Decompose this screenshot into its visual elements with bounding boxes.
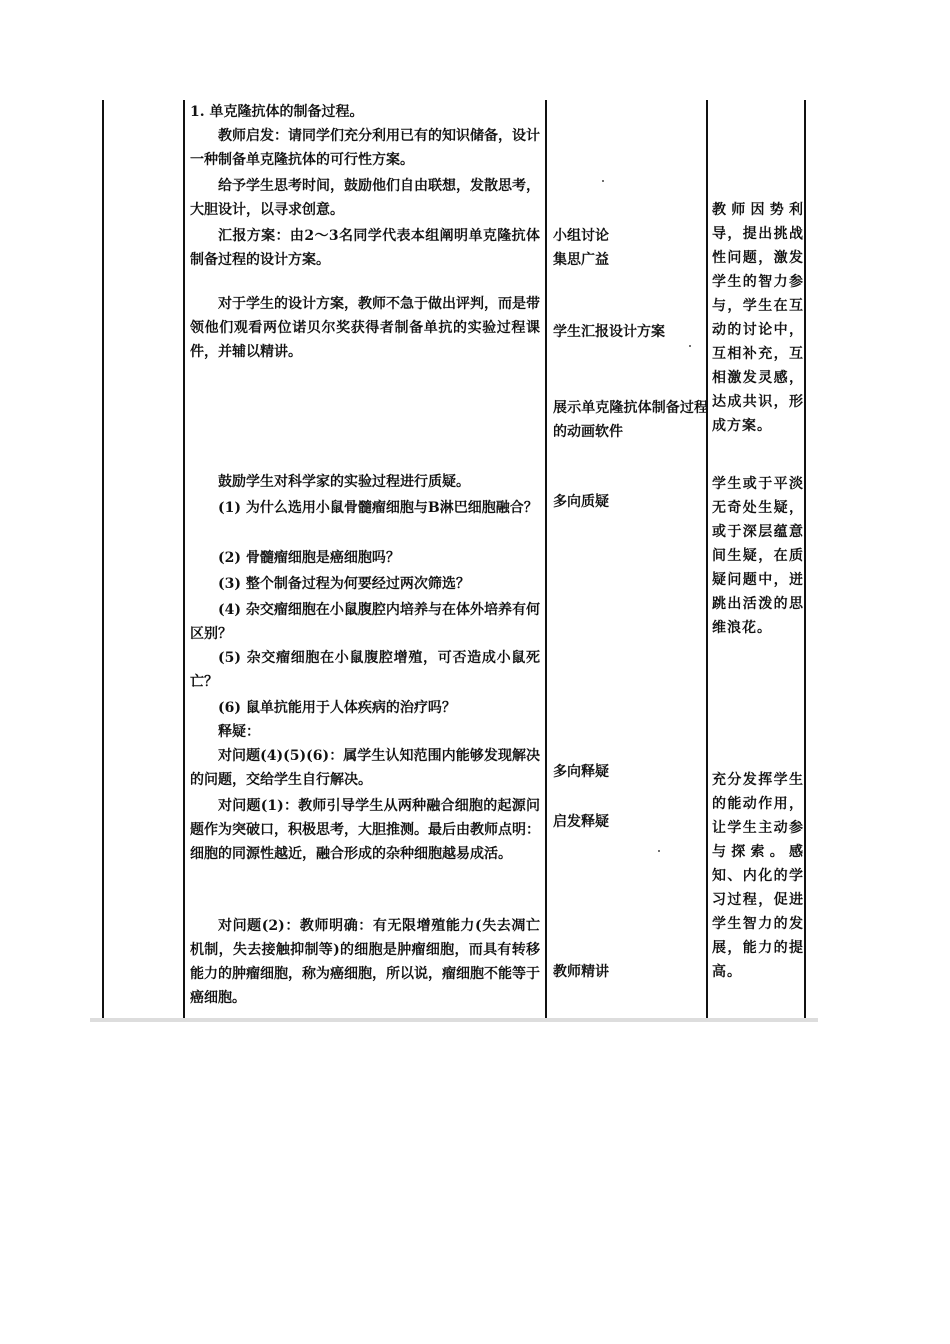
border-right — [804, 100, 806, 1022]
activity-teacher-explain: 教师精讲 — [553, 964, 609, 980]
scan-speck — [689, 345, 691, 347]
question-3: (3) 整个制备过程为何要经过两次筛选？ — [218, 576, 470, 592]
border-left-outer — [102, 100, 104, 1022]
intent-1: 教师因势利导，提出挑战性问题，激发学生的智力参与，学生在互动的讨论中，互相补充，互相激发灵感，达成共识，形成方案。 — [712, 202, 804, 434]
activity-animation: 展示单克隆抗体制备过程的动画软件 — [553, 400, 708, 440]
question-6: (6) 鼠单抗能用于人体疾病的治疗吗？ — [218, 700, 456, 716]
answer-1: 对问题(1)：教师引导学生从两种融合细胞的起源问题作为突破口，积极思考，大胆推测。最后由教师点明：细胞的同源性越近，融合形成的杂种细胞越易成活。 — [190, 798, 540, 862]
activity-heuristic-answer: 启发释疑 — [553, 814, 609, 830]
question-5: (5) 杂交瘤细胞在小鼠腹腔增殖，可否造成小鼠死亡？ — [190, 650, 540, 690]
intent-3: 充分发挥学生的能动作用，让学生主动参与探索。感知、内化的学习过程，促进学生智力的发展，能力的提高。 — [712, 772, 804, 980]
teacher-prompt: 教师启发：请同学们充分利用已有的知识储备，设计一种制备单克隆抗体的可行性方案。 — [190, 128, 540, 168]
activity-multi-answer: 多向释疑 — [553, 764, 609, 780]
intent-2: 学生或于平淡无奇处生疑，或于深层蕴意间生疑，在质疑问题中，迸跳出活泼的思维浪花。 — [712, 476, 804, 636]
scan-speck — [602, 180, 604, 182]
border-left-inner — [183, 100, 185, 1022]
answer-456: 对问题(4)(5)(6)：属学生认知范围内能够发现解决的问题，交给学生自行解决。 — [190, 748, 540, 788]
question-2: (2) 骨髓瘤细胞是癌细胞吗？ — [218, 550, 400, 566]
activity-multi-question: 多向质疑 — [553, 494, 609, 510]
encourage-questioning: 鼓励学生对科学家的实验过程进行质疑。 — [218, 474, 470, 490]
teacher-guidance: 对于学生的设计方案，教师不急于做出评判，而是带领他们观看两位诺贝尔奖获得者制备单抗的实验过程课件，并辅以精讲。 — [190, 296, 540, 360]
activity-brainstorm: 集思广益 — [553, 252, 609, 268]
report-plan: 汇报方案：由2～3名同学代表本组阐明单克隆抗体制备过程的设计方案。 — [190, 228, 540, 268]
question-1: (1) 为什么选用小鼠骨髓瘤细胞与B淋巴细胞融合？ — [218, 500, 538, 516]
answer-2: 对问题(2)：教师明确：有无限增殖能力(失去凋亡机制，失去接触抑制等)的细胞是肿瘤细胞，而具有转移能力的肿瘤细胞，称为癌细胞，所以说，瘤细胞不能等于癌细胞。 — [190, 918, 540, 1006]
answer-heading: 释疑： — [218, 724, 260, 740]
activity-group-discussion: 小组讨论 — [553, 228, 609, 244]
bottom-edge — [90, 1018, 818, 1022]
section-title: 1. 单克隆抗体的制备过程。 — [190, 104, 364, 120]
scan-speck — [658, 850, 660, 852]
question-4: (4) 杂交瘤细胞在小鼠腹腔内培养与在体外培养有何区别？ — [190, 602, 540, 642]
activity-student-report: 学生汇报设计方案 — [553, 324, 665, 340]
column-divider-1 — [545, 100, 547, 1022]
scanned-table-page — [90, 100, 818, 1022]
thinking-time: 给予学生思考时间，鼓励他们自由联想，发散思考，大胆设计，以寻求创意。 — [190, 178, 540, 218]
